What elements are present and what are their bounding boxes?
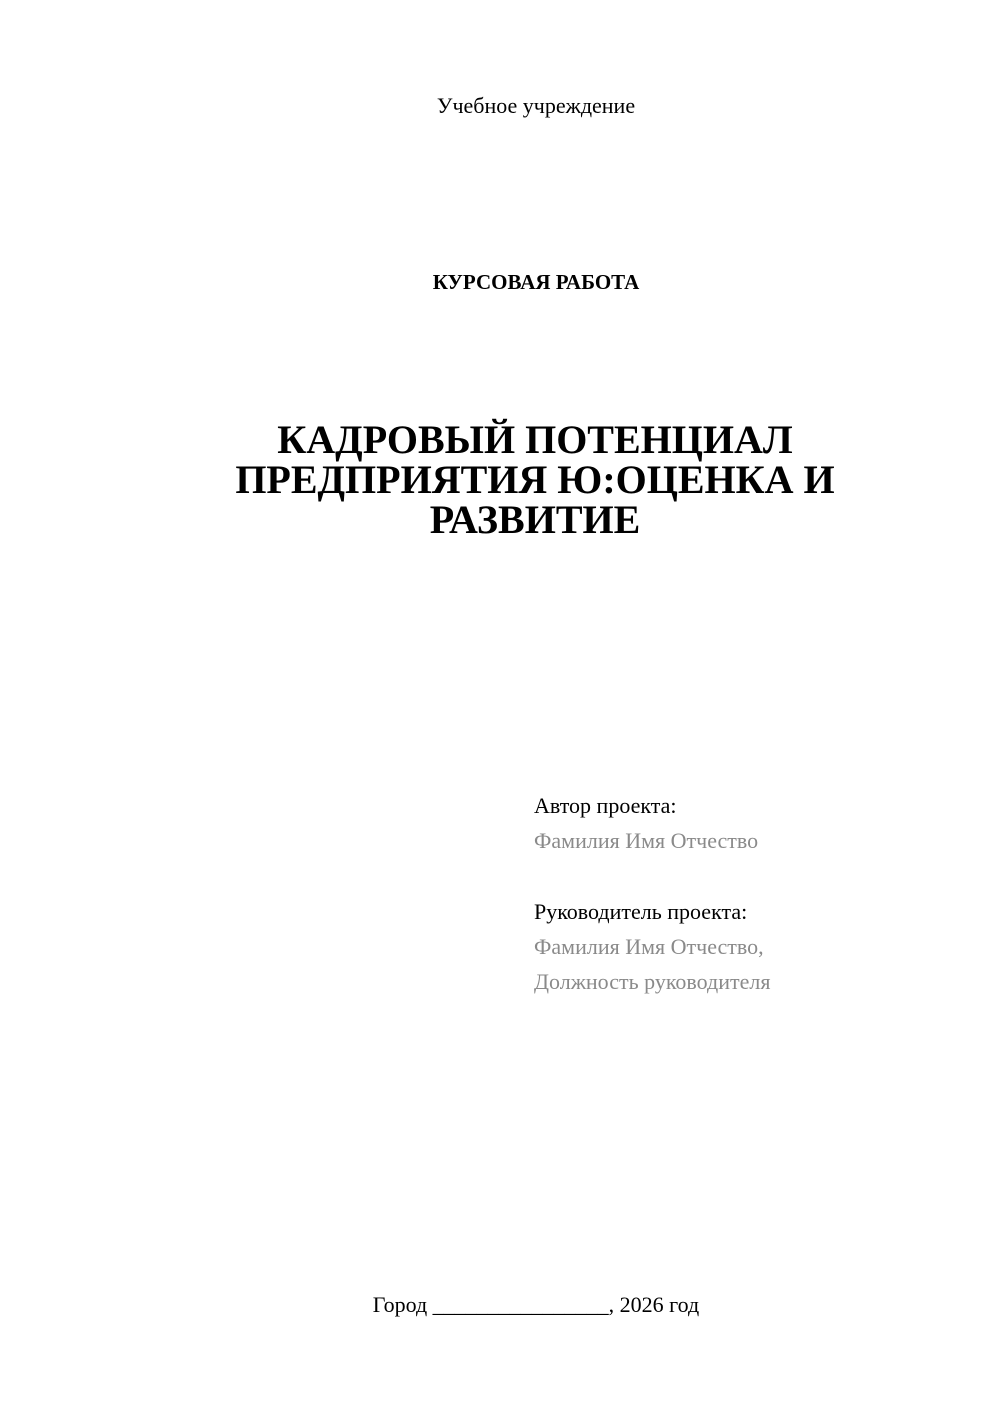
- document-title-line: КАДРОВЫЙ ПОТЕНЦИАЛ: [277, 417, 793, 462]
- document-type: КУРСОВАЯ РАБОТА: [432, 270, 640, 294]
- supervisor-label: Руководитель проекта:: [534, 899, 748, 924]
- institution-name: Учебное учреждение: [436, 93, 636, 118]
- city-blank: ________________: [432, 1292, 609, 1317]
- document-title-line: ПРЕДПРИЯТИЯ Ю:ОЦЕНКА И: [235, 457, 835, 502]
- credits-block: [534, 788, 974, 999]
- author-label: Автор проекта:: [534, 793, 677, 818]
- document-title-line: РАЗВИТИЕ: [429, 497, 641, 542]
- year-label: , 2026 год: [608, 1292, 700, 1317]
- author-name: Фамилия Имя Отчество: [534, 828, 759, 853]
- credits-spacer: [534, 858, 974, 894]
- city-label: Город: [372, 1292, 428, 1317]
- city-year-line: [0, 1290, 1000, 1320]
- document-title: [200, 417, 870, 542]
- supervisor-name: Фамилия Имя Отчество,: [534, 934, 764, 959]
- supervisor-position: Должность руководителя: [534, 969, 771, 994]
